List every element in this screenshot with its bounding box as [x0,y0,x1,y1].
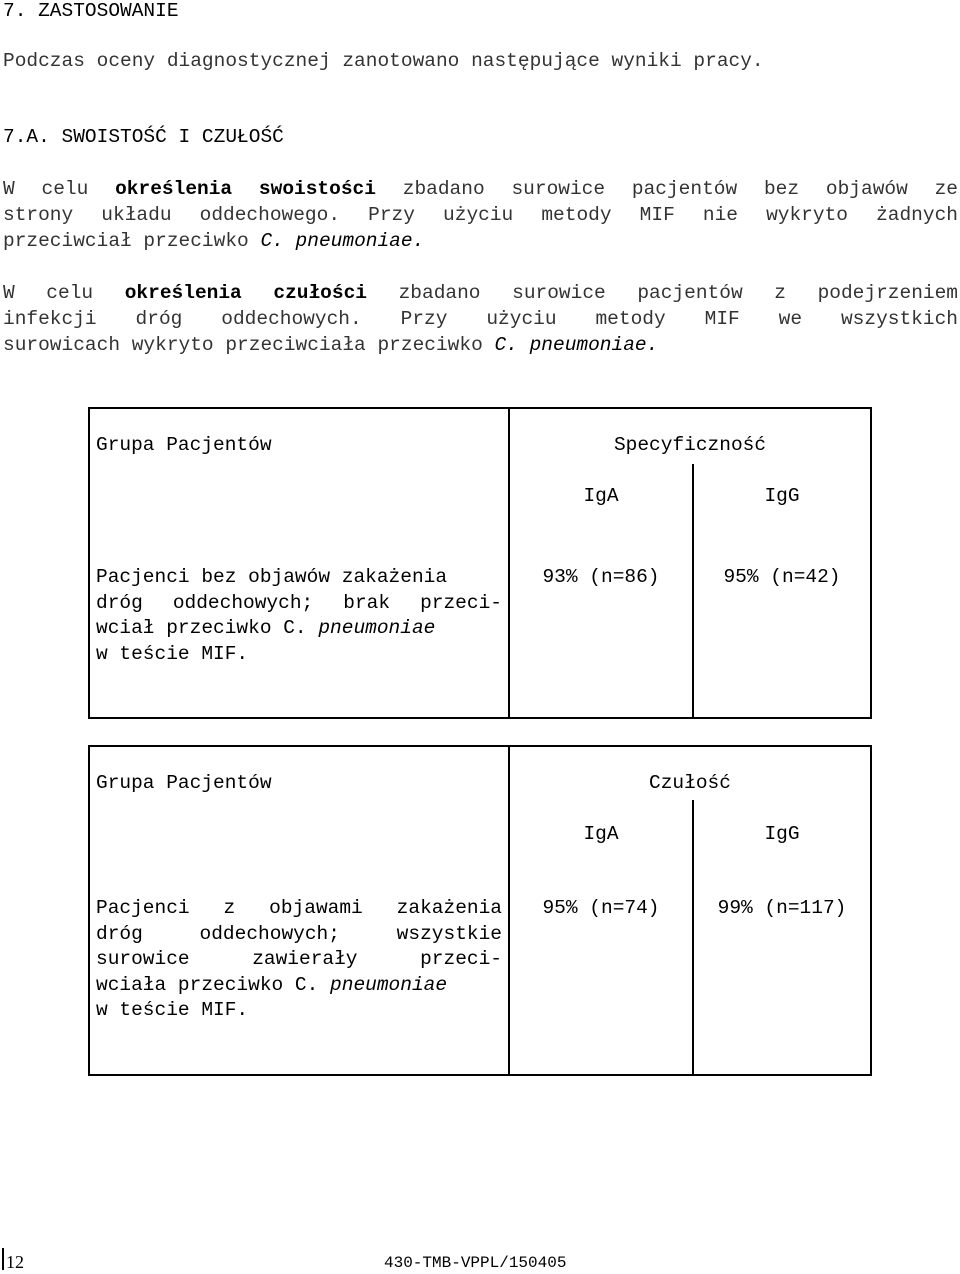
igg-header: IgG [764,823,800,845]
patient-group-description: Pacjenci bez objawów zakażenia dróg oddechowych; brak przeci- wciał przeciwko C. pneumoniae w teście MIF. [96,566,502,665]
iga-header: IgA [583,485,619,507]
igg-header: IgG [764,485,800,507]
paragraph-line: przeciwciał przeciwko C. pneumoniae. [3,230,425,252]
paragraph-line: W celu określenia czułości zbadano surowice pacjentów z podejrzeniem [3,282,958,304]
specificity-header: Specyficzność [613,434,767,456]
patient-group-description: Pacjenci z objawami zakażenia dróg oddechowych; wszystkie surowice zawierały przeci- wciała przeciwko C. pneumoniae w teście MIF. [96,897,502,1021]
paragraph-line: surowicach wykryto przeciwciała przeciwko C. pneumoniae. [3,334,659,356]
intro-text: Podczas oceny diagnostycznej zanotowano następujące wyniki pracy. [3,50,764,72]
table-border [870,745,872,1076]
paragraph-line: W celu określenia swoistości zbadano surowice pacjentów bez objawów ze [3,178,958,200]
table-border [88,717,872,719]
page-number: 12 [6,1252,24,1272]
document-code: 430-TMB-VPPL/150405 [384,1254,567,1272]
table-border [88,407,872,409]
igg-value: 95% (n=42) [723,566,841,588]
sensitivity-paragraph [3,280,958,358]
paragraph-line: strony układu oddechowego. Przy użyciu metody MIF nie wykryto żadnych [3,204,958,226]
sensitivity-header: Czułość [649,772,731,794]
table-border [88,1074,872,1076]
table-border [88,745,90,1076]
table-border [88,745,872,747]
iga-value: 93% (n=86) [542,566,660,588]
footer-mark [2,1248,4,1270]
paragraph-line: infekcji dróg oddechowych. Przy użyciu metody MIF we wszystkich [3,308,958,330]
iga-value: 95% (n=74) [542,897,660,919]
group-header: Grupa Pacjentów [96,772,272,794]
igg-value: 99% (n=117) [717,897,847,919]
subsection-title: 7.A. SWOISTOŚĆ I CZUŁOŚĆ [3,126,284,148]
table-border [870,407,872,719]
group-header: Grupa Pacjentów [96,434,272,456]
table-border [88,407,90,719]
iga-header: IgA [583,823,619,845]
section-title: 7. ZASTOSOWANIE [3,0,179,22]
specificity-paragraph [3,176,958,254]
